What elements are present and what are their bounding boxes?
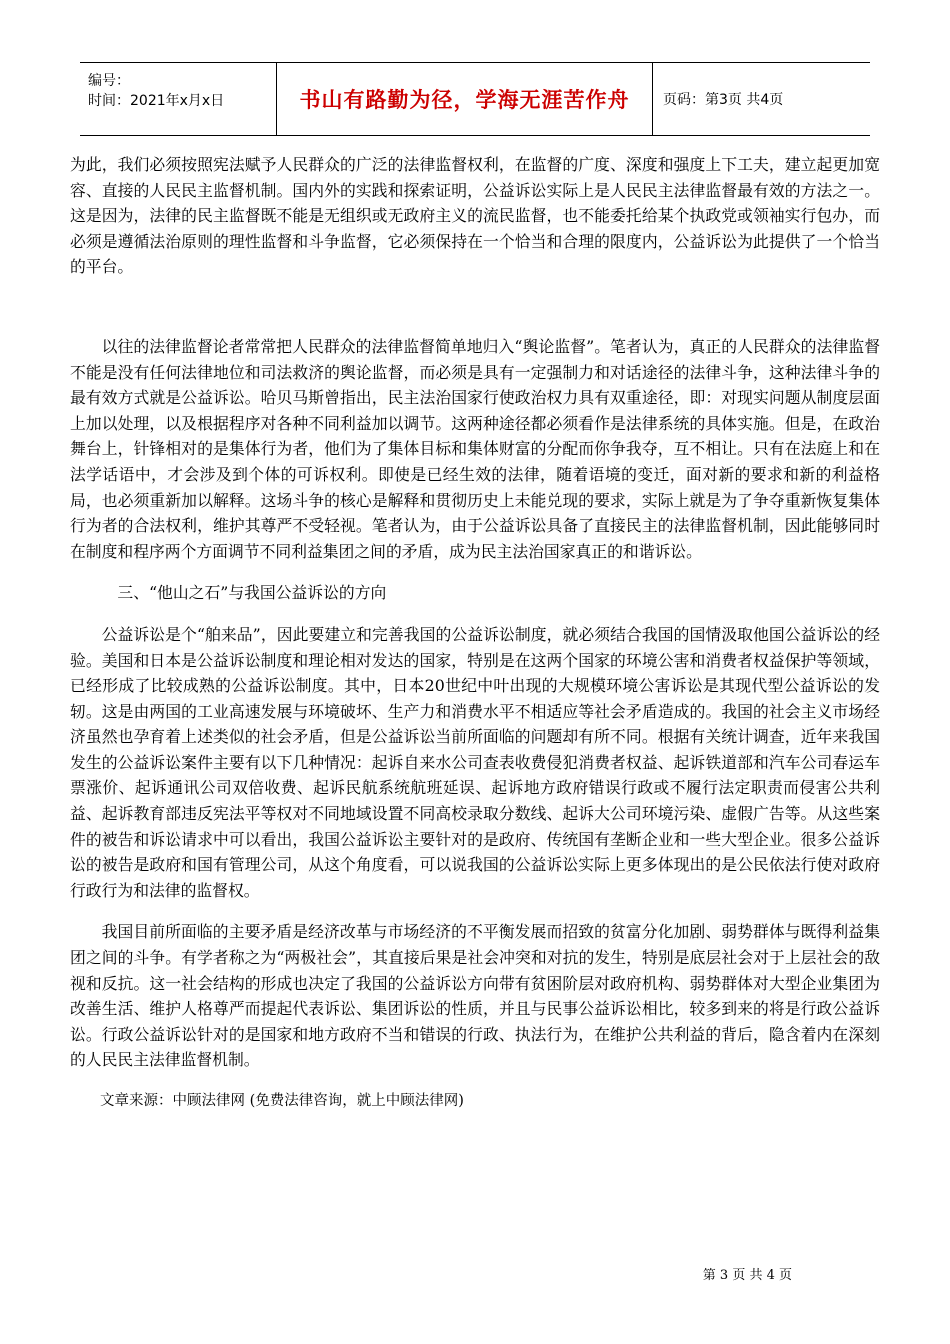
- paragraph-3: 公益诉讼是个“舶来品”，因此要建立和完善我国的公益诉讼制度，就必须结合我国的国情汲取他国公益诉讼的经验。美国和日本是公益诉讼制度和理论相对发达的国家，特别是在这两个国家的环境公害和消费者权益保护等领域，已经形成了比较成熟的公益诉讼制度。其中，日本20世纪中叶出现的大规模环境公害诉讼是其现代型公益诉讼的发轫。这是由两国的工业高速发展与环境破坏、生产力和消费水平不相适应等社会矛盾造成的。我国的社会主义市场经济虽然也孕育着上述类似的社会矛盾，但是公益诉讼当前所面临的问题却有所不同。根据有关统计调查，近年来我国发生的公益诉讼案件主要有以下几种情况：起诉自来水公司查表收费侵犯消费者权益、起诉铁道部和汽车公司春运车票涨价、起诉通讯公司双倍收费、起诉民航系统航班延误、起诉地方政府错误行政或不履行法定职责而侵害公共利益、起诉教育部违反宪法平等权对不同地域设置不同高校录取分数线、起诉大公司环境污染、虚假广告等。从这些案件的被告和诉讼请求中可以看出，我国公益诉讼主要针对的是政府、传统国有垄断企业和一些大型企业。很多公益诉讼的被告是政府和国有管理公司，从这个角度看，可以说我国的公益诉讼实际上更多体现出的是公民依法行使对政府行政行为和法律的监督权。: [70, 624, 880, 900]
- header-meta: [80, 63, 277, 135]
- page-header: [80, 62, 870, 136]
- section-heading: 三、“他山之石”与我国公益诉讼的方向: [117, 583, 387, 603]
- page-footer: 第 3 页 共 4 页: [702, 1268, 792, 1283]
- article-source: 文章来源：中顾法律网 (免费法律咨询，就上中顾法律网): [100, 1093, 464, 1109]
- header-page-number: 页码：第3页 共4页: [663, 92, 784, 108]
- document-number: 编号：: [88, 73, 130, 89]
- paragraph-4: 我国目前所面临的主要矛盾是经济改革与市场经济的不平衡发展而招致的贫富分化加剧、弱势群体与既得利益集团之间的斗争。有学者称之为“两极社会”，其直接后果是社会冲突和对抗的发生，特别是底层社会对于上层社会的敌视和反抗。这一社会结构的形成也决定了我国的公益诉讼方向带有贫困阶层对政府机构、弱势群体对大型企业集团为改善生活、维护人格尊严而提起代表诉讼、集团诉讼的性质，并且与民事公益诉讼相比，较多到来的将是行政公益诉讼。行政公益诉讼针对的是国家和地方政府不当和错误的行政、执法行为，在维护公共利益的背后，隐含着内在深刻的人民民主法律监督机制。: [70, 922, 880, 1070]
- document-body: [70, 152, 880, 1115]
- header-motto: 书山有路勤为径，学海无涯苦作舟: [277, 63, 653, 135]
- document-date: 时间：2021年x月x日: [88, 93, 225, 109]
- paragraph-2: 以往的法律监督论者常常把人民群众的法律监督简单地归入“舆论监督”。笔者认为，真正的人民群众的法律监督不能是没有任何法律地位和司法救济的舆论监督，而必须是具有一定强制力和对话途径的法律斗争，这种法律斗争的最有效方式就是公益诉讼。哈贝马斯曾指出，民主法治国家行使政治权力具有双重途径，即：对现实问题从制度层面上加以处理，以及根据程序对各种不同利益加以调节。这两种途径都必须看作是法律系统的具体实施。但是，在政治舞台上，针锋相对的是集体行为者，他们为了集体目标和集体财富的分配而你争我夺，互不相让。只有在法庭上和在法学话语中，才会涉及到个体的可诉权利。即使是已经生效的法律，随着语境的变迁，面对新的要求和新的利益格局，也必须重新加以解释。这场斗争的核心是解释和贯彻历史上未能兑现的要求，实际上就是为了争夺重新恢复集体行为者的合法权利，维护其尊严不受轻视。笔者认为，由于公益诉讼具备了直接民主的法律监督机制，因此能够同时在制度和程序两个方面调节不同利益集团之间的矛盾，成为民主法治国家真正的和谐诉讼。: [70, 336, 880, 561]
- paragraph-1: 为此，我们必须按照宪法赋予人民群众的广泛的法律监督权利，在监督的广度、深度和强度上下工夫，建立起更加宽容、直接的人民民主监督机制。国内外的实践和探索证明，公益诉讼实际上是人民民主法律监督最有效的方法之一。这是因为，法律的民主监督既不能是无组织或无政府主义的流民监督，也不能委托给某个执政党或领袖实行包办，而必须是遵循法治原则的理性监督和斗争监督，它必须保持在一个恰当和合理的限度内，公益诉讼为此提供了一个恰当的平台。: [70, 155, 880, 277]
